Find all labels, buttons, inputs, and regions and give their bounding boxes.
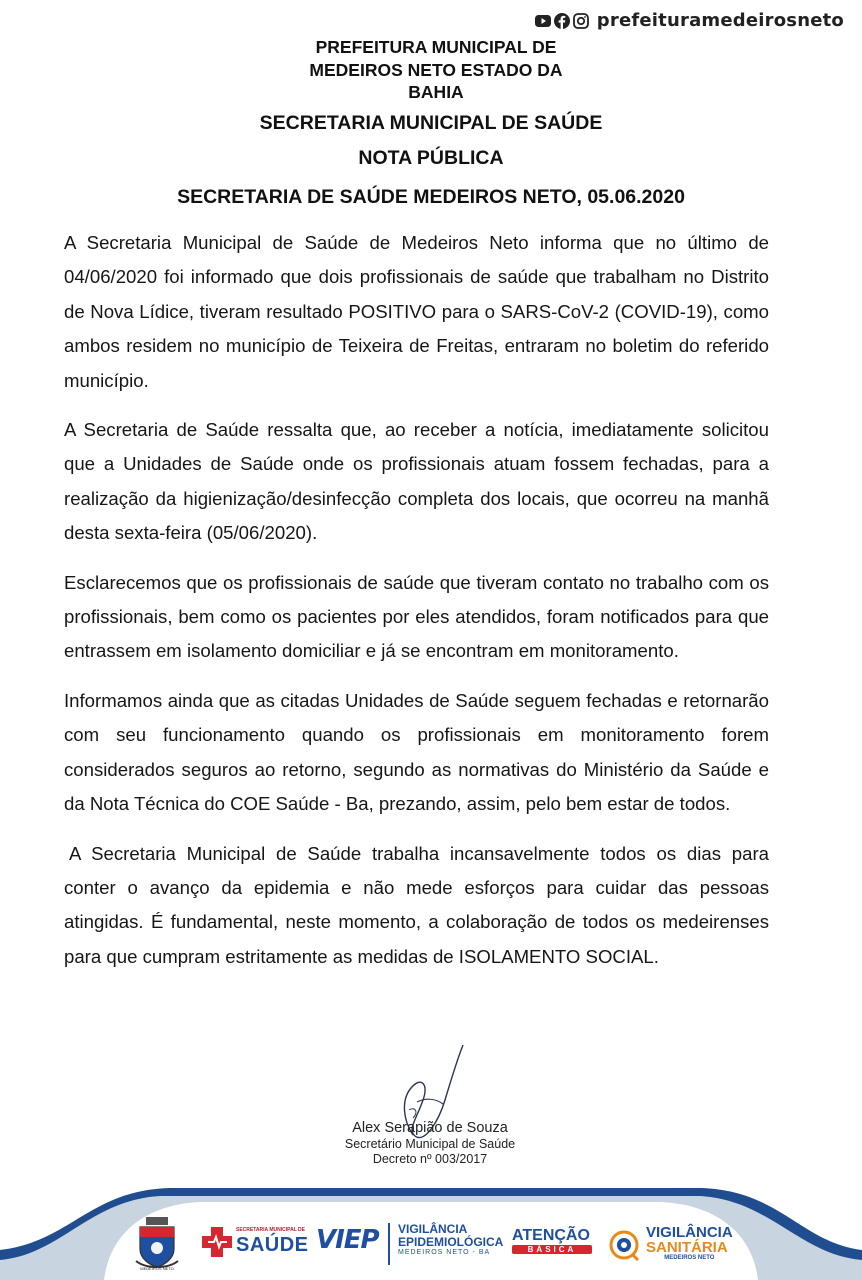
paragraph-1: A Secretaria Municipal de Saúde de Medeiros Neto informa que no último de 04/06/2020 foi informado que dois profissionais de saúde que trabalham no Distrito de Nova Lídice, tiveram resultado POSITIVO para o SARS-CoV-2 (COVID-19), como ambos residem no município de Teixeira de Freitas, entraram no boletim do referido município. (64, 232, 769, 391)
document-title: SECRETARIA DE SAÚDE MEDEIROS NETO, 05.06.2020 (177, 186, 685, 208)
atencao-basica-logo (512, 1227, 602, 1254)
social-bar (535, 10, 844, 31)
paragraph-3: Esclarecemos que os profissionais de saúde que tiveram contato no trabalho com os profissionais, bem como os pacientes por eles atendidos, foram notificados para que entrassem em isolamento domiciliar e já se encontram em monitoramento. (64, 571, 769, 662)
partner-logos (0, 1215, 862, 1275)
youtube-icon (535, 13, 551, 29)
prefeitura-heading: PREFEITURA MUNICIPAL DE MEDEIROS NETO ESTADO DA BAHIA (309, 37, 563, 102)
facebook-icon (554, 13, 570, 29)
paragraph-5: A Secretaria Municipal de Saúde trabalha incansavelmente todos os dias para conter o avanço da epidemia e não mede esforços para cuidar das pessoas atingidas. É fundamental, neste momento, a colaboração de todos os medeirenses para que cumpram estritamente as medidas de ISOLAMENTO SOCIAL. (64, 842, 769, 967)
saude-logo (200, 1223, 309, 1263)
social-handle: prefeituramedeirosneto (596, 10, 844, 31)
signatory-name: Alex Serapião de Souza (352, 1120, 508, 1136)
signature-block (330, 1119, 530, 1167)
saude-logo-big-text: SAÚDE (236, 1234, 309, 1256)
vig-san-line-1: VIGILÂNCIA (646, 1224, 733, 1241)
vig-epi-line-1: VIGILÂNCIA (398, 1222, 468, 1236)
vig-san-line-2: SANITÁRIA (646, 1239, 728, 1256)
nota-publica-heading: NOTA PÚBLICA (358, 147, 504, 169)
vigilancia-sanitaria-logo (608, 1223, 748, 1267)
signatory-decree: Decreto nº 003/2017 (372, 1152, 488, 1166)
viep-logo: VIEP (316, 1225, 379, 1255)
instagram-icon (573, 13, 589, 29)
paragraph-2: A Secretaria de Saúde ressalta que, ao receber a notícia, imediatamente solicitou que a Unidades de Saúde onde os profissionais atuam fossem fechadas, para a realização da higienização/desinfecção completa dos locais, que ocorreu na manhã desta sexta-feira (05/06/2020). (64, 419, 769, 544)
basica-text: BÁSICA (512, 1245, 592, 1254)
vig-epi-line-3: MEDEIROS NETO - BA (398, 1249, 491, 1256)
magnifier-eye-icon (608, 1229, 640, 1261)
paragraph-4: Informamos ainda que as citadas Unidades de Saúde seguem fechadas e retornarão com seu funcionamento quando os profissionais em monitoramento forem considerados seguros ao retorno, segundo as normativas do Ministério da Saúde e da Nota Técnica do COE Saúde - Ba, prezando, assim, pelo bem estar de todos. (64, 689, 769, 815)
vig-san-line-3: MEDEIROS NETO (664, 1255, 715, 1261)
notice-body (64, 226, 769, 989)
footer-band (0, 1170, 862, 1280)
coat-of-arms-text: MEDEIROS NETO (140, 1266, 174, 1271)
coat-of-arms-logo (134, 1215, 180, 1271)
atencao-text: ATENÇÃO (512, 1227, 590, 1244)
saude-logo-small-text: SECRETARIA MUNICIPAL DE (236, 1227, 305, 1233)
medical-cross-icon (200, 1225, 234, 1259)
vig-epi-line-2: EPIDEMIOLÓGICA (398, 1235, 504, 1249)
vigilancia-epidemiologica-logo (388, 1223, 518, 1265)
secretaria-heading: SECRETARIA MUNICIPAL DE SAÚDE (259, 112, 603, 134)
signatory-role: Secretário Municipal de Saúde (344, 1137, 516, 1151)
